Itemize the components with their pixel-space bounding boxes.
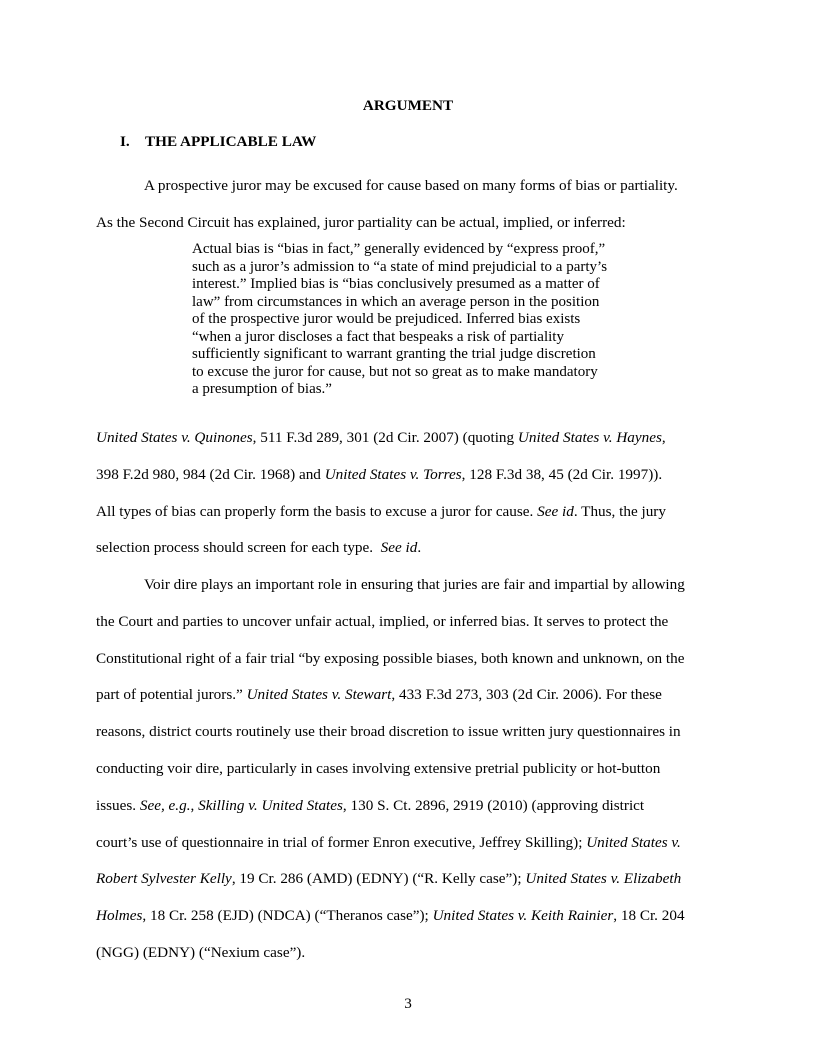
argument-heading: ARGUMENT: [362, 97, 454, 114]
block-quote-line: to excuse the juror for cause, but not so great as to make mandatory: [192, 363, 598, 380]
text-run: issues.: [96, 796, 140, 814]
text-run: (NGG) (EDNY) (“Nexium case”).: [96, 943, 306, 961]
text-run: Voir dire plays an important role in ensuring that juries are fair and impartial by allowing: [144, 576, 685, 593]
text-run: conducting voir dire, particularly in cases involving extensive pretrial publicity or hot-button: [96, 759, 661, 777]
text-run: , 19 Cr. 286 (AMD) (EDNY) (“R. Kelly case”);: [231, 870, 526, 888]
case-citation: United States v. Keith Rainier: [432, 907, 614, 925]
text-run: , 128 F.3d 38, 45 (2d Cir. 1997)).: [461, 465, 663, 483]
block-quote-line: a presumption of bias.”: [192, 381, 332, 397]
text-run: All types of bias can properly form the basis to excuse a juror for cause.: [96, 502, 538, 520]
text-run: , 433 F.3d 273, 303 (2d Cir. 2006). For these: [391, 686, 662, 704]
text-run: . Thus, the jury: [573, 502, 666, 520]
signal-citation: See id: [537, 502, 574, 520]
text-run: reasons, district courts routinely use their broad discretion to issue written jury questionnaires in: [96, 723, 681, 741]
block-quote-line: sufficiently significant to warrant granting the trial judge discretion: [192, 346, 596, 362]
paragraph-intro: [96, 168, 720, 242]
paragraph-intro-line: As the Second Circuit has explained, juror partiality can be actual, implied, or inferred:: [96, 213, 626, 231]
paragraph-intro-line: A prospective juror may be excused for cause based on many forms of bias or partiality.: [144, 177, 678, 194]
text-run: ,: [661, 429, 666, 446]
case-citation: United States v. Stewart: [246, 686, 392, 704]
case-citation: Robert Sylvester Kelly: [96, 870, 232, 888]
text-run: ,: [190, 796, 199, 814]
case-citation: Holmes: [96, 907, 143, 925]
text-run: court’s use of questionnaire in trial of former Enron executive, Jeffrey Skilling);: [96, 833, 587, 851]
text-run: , 511 F.3d 289, 301 (2d Cir. 2007) (quoting: [252, 429, 518, 446]
block-quote-line: such as a juror’s admission to “a state of mind prejudicial to a party’s: [192, 258, 608, 275]
case-citation: United States v. Elizabeth: [525, 870, 682, 888]
paragraph-voir-dire: [96, 567, 720, 972]
paragraph-citation: [96, 420, 720, 567]
text-run: , 18 Cr. 258 (EJD) (NDCA) (“Theranos case”);: [142, 907, 433, 925]
text-run: Constitutional right of a fair trial “by exposing possible biases, both known and unknown, on the: [96, 649, 685, 667]
text-run: part of potential jurors.”: [96, 686, 247, 704]
block-quote: [192, 241, 625, 399]
text-run: selection process should screen for each type.: [96, 539, 381, 557]
signal-citation: See id: [380, 539, 418, 557]
text-run: 398 F.2d 980, 984 (2d Cir. 1968) and: [96, 465, 325, 483]
block-quote-line: interest.” Implied bias is “bias conclusively presumed as a matter of: [192, 276, 600, 292]
page-number: 3: [404, 995, 412, 1012]
case-citation: United States v.: [586, 833, 681, 851]
case-citation: United States v. Haynes: [517, 429, 662, 446]
section-number: I.: [120, 133, 130, 150]
text-run: , 18 Cr. 204: [613, 907, 685, 925]
text-run: the Court and parties to uncover unfair actual, implied, or inferred bias. It serves to protect the: [96, 612, 669, 630]
case-citation: Skilling v. United States: [198, 796, 343, 814]
block-quote-line: law” from circumstances in which an average person in the position: [192, 293, 600, 310]
section-heading: [120, 132, 316, 152]
signal-citation: See, e.g.: [139, 796, 191, 814]
case-citation: United States v. Quinones: [96, 429, 253, 446]
block-quote-line: Actual bias is “bias in fact,” generally evidenced by “express proof,”: [192, 241, 606, 257]
case-citation: United States v. Torres: [324, 465, 462, 483]
text-run: , 130 S. Ct. 2896, 2919 (2010) (approving district: [342, 796, 645, 814]
section-title: THE APPLICABLE LAW: [145, 133, 317, 150]
block-quote-line: of the prospective juror would be prejudiced. Inferred bias exists: [192, 311, 581, 327]
text-run: .: [417, 539, 422, 557]
block-quote-line: “when a juror discloses a fact that bespeaks a risk of partiality: [192, 328, 564, 345]
